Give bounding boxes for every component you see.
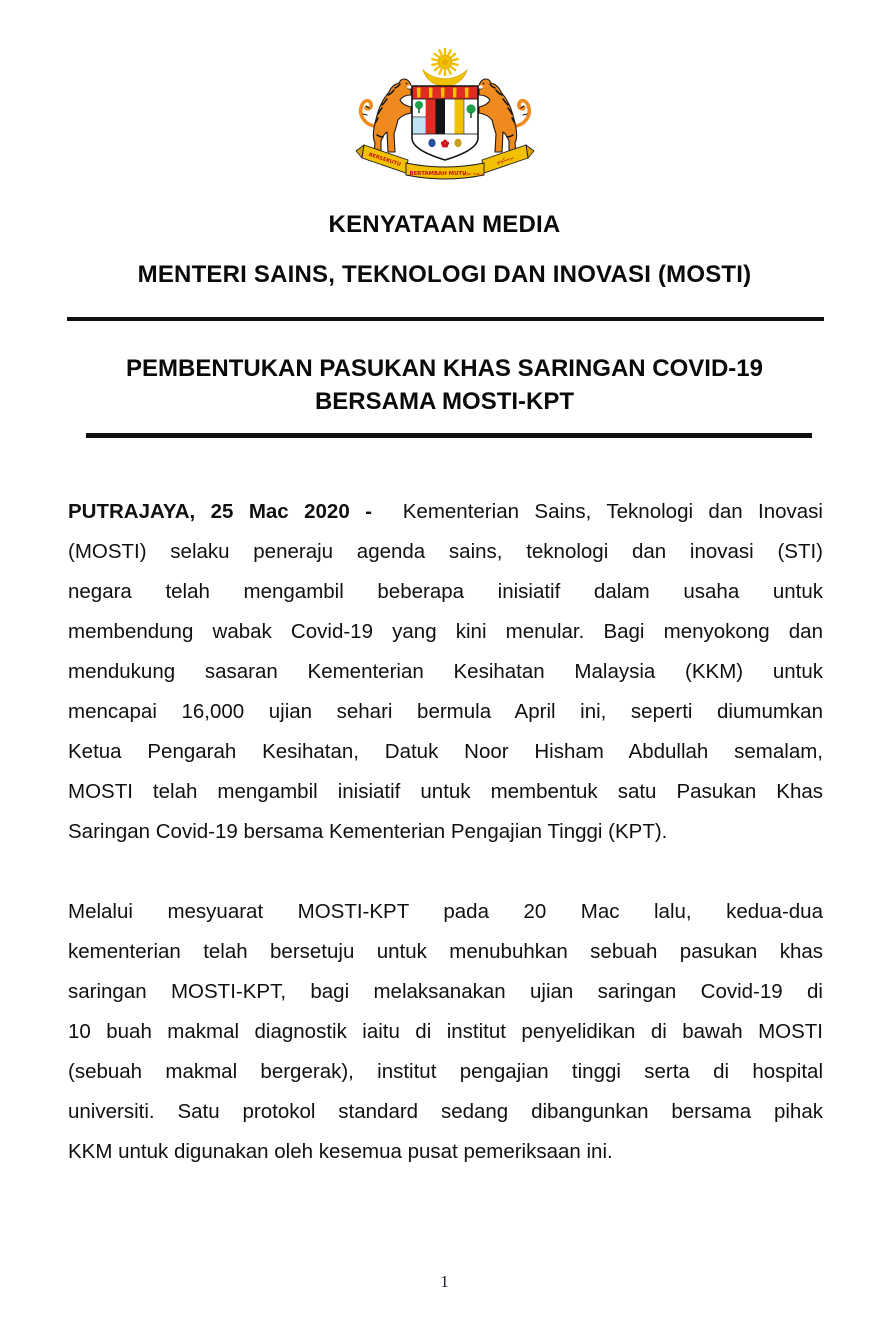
- body-line: kementerian telah bersetuju untuk menubuhkan sebuah pasukan khas: [68, 940, 823, 963]
- page-number: 1: [440, 1272, 449, 1291]
- body-line: Saringan Covid-19 bersama Kementerian Pengajian Tinggi (KPT).: [68, 820, 668, 843]
- coat-of-arms-graphic: [350, 42, 540, 194]
- shield: [412, 86, 478, 160]
- body-line: MOSTI telah mengambil inisiatif untuk membentuk satu Pasukan Khas: [68, 780, 823, 803]
- body-line: KKM untuk digunakan oleh kesemua pusat pemeriksaan ini.: [68, 1140, 613, 1163]
- document-title: KENYATAAN MEDIA: [328, 211, 561, 238]
- body-line: universiti. Satu protokol standard sedang dibangunkan bersama pihak: [68, 1100, 823, 1123]
- body-line: (MOSTI) selaku peneraju agenda sains, teknologi dan inovasi (STI): [68, 540, 823, 563]
- motto-jawi-right-text: برسکوتو: [495, 154, 515, 166]
- subject-line-2: BERSAMA MOSTI-KPT: [314, 388, 575, 415]
- sun-icon: [432, 49, 457, 75]
- document-subtitle: MENTERI SAINS, TEKNOLOGI DAN INOVASI (MOSTI): [137, 261, 752, 288]
- motto-left-text: BERSEKUTU: [367, 151, 402, 168]
- body-line: mendukung sasaran Kementerian Kesihatan Malaysia (KKM) untuk: [68, 660, 823, 683]
- body-line: PUTRAJAYA, 25 Mac 2020 - Kementerian Sains, Teknologi dan Inovasi: [68, 500, 823, 523]
- subject-line-1: PEMBENTUKAN PASUKAN KHAS SARINGAN COVID-19: [126, 355, 763, 382]
- paragraph: [68, 492, 823, 852]
- body-line: mencapai 16,000 ujian sehari bermula April ini, seperti diumumkan: [68, 700, 823, 723]
- paragraph: [68, 892, 823, 1172]
- tiger-right-icon: [478, 79, 529, 152]
- body-line: (sebuah makmal bergerak), institut pengajian tinggi serta di hospital: [68, 1060, 823, 1083]
- divider-subject: [86, 433, 812, 438]
- body-line: 10 buah makmal diagnostik iaitu di institut penyelidikan di bawah MOSTI: [68, 1020, 823, 1043]
- body-line: saringan MOSTI-KPT, bagi melaksanakan ujian saringan Covid-19 di: [68, 980, 823, 1003]
- body-line: Ketua Pengarah Kesihatan, Datuk Noor Hisham Abdullah semalam,: [68, 740, 823, 763]
- document-body: [68, 492, 823, 1172]
- body-line: membendung wabak Covid-19 yang kini menular. Bagi menyokong dan: [68, 620, 823, 643]
- motto-jawi-bottom-text: برتمبه موتو: [462, 171, 485, 177]
- subject-heading: [0, 352, 889, 418]
- motto-bottom-text: BERTAMBAH MUTU: [409, 171, 466, 177]
- divider-top: [67, 317, 824, 321]
- tiger-left-icon: [360, 79, 411, 152]
- malaysia-coat-of-arms: [350, 42, 540, 194]
- body-line: negara telah mengambil beberapa inisiatif dalam usaha untuk: [68, 580, 823, 603]
- body-line: Melalui mesyuarat MOSTI-KPT pada 20 Mac lalu, kedua-dua: [68, 900, 823, 923]
